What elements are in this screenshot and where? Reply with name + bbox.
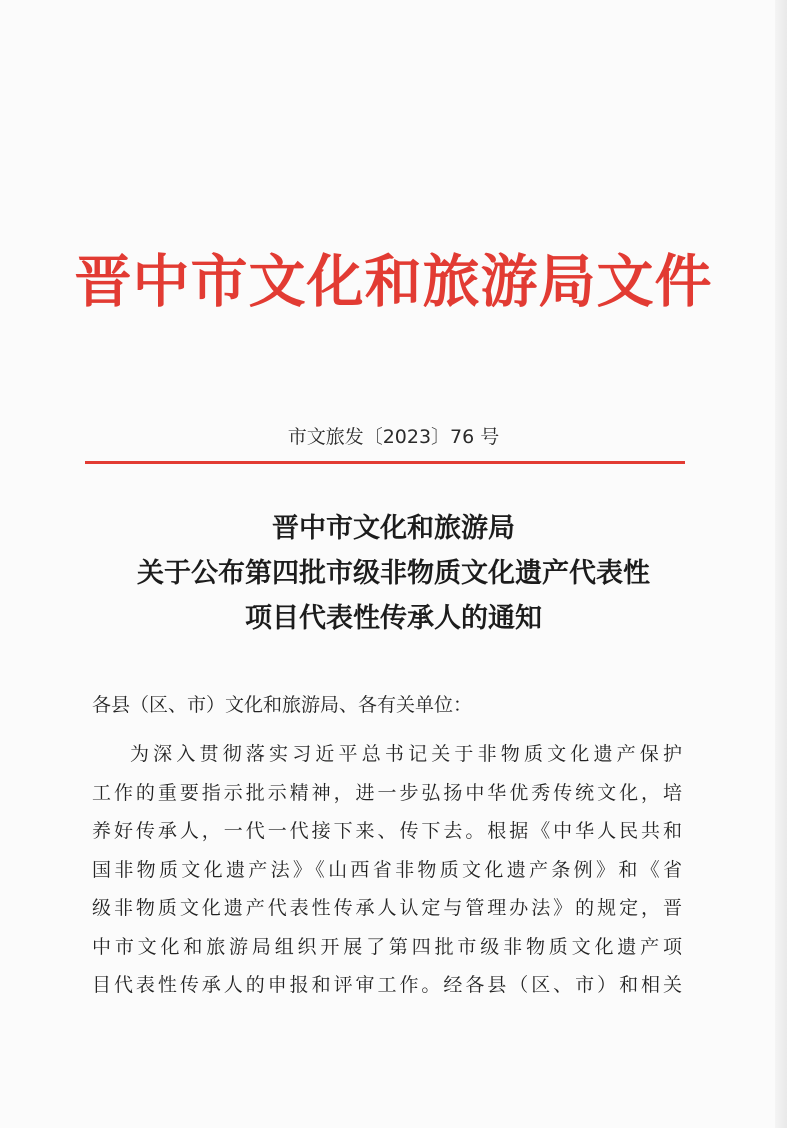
body-line: 国非物质文化遗产法》《山西省非物质文化遗产条例》和《省 [92, 858, 682, 881]
body-line: 级非物质文化遗产代表性传承人认定与管理办法》的规定，晋 [92, 897, 682, 919]
body-line: 养好传承人，一代一代接下来、传下去。根据《中华人民共和 [92, 820, 682, 842]
notice-title-line: 晋中市文化和旅游局 [272, 513, 515, 544]
body-line: 工作的重要指示批示精神，进一步弘扬中华优秀传统文化，培 [92, 781, 682, 804]
red-divider-line [85, 461, 685, 464]
body-text [92, 735, 682, 1005]
body-line: 目代表性传承人的申报和评审工作。经各县（区、市）和相关 [92, 974, 682, 996]
notice-title-line: 关于公布第四批市级非物质文化遗产代表性 [137, 558, 650, 589]
salutation: 各县（区、市）文化和旅游局、各有关单位： [92, 694, 473, 716]
notice-title-line: 项目代表性传承人的通知 [245, 603, 542, 634]
notice-title [0, 506, 787, 641]
document-number: 市文旅发〔2023〕76 号 [287, 426, 500, 448]
body-line: 为深入贯彻落实习近平总书记关于非物质文化遗产保护 [130, 743, 682, 765]
body-line: 中市文化和旅游局组织开展了第四批市级非物质文化遗产项 [92, 935, 682, 958]
issuer-header-title: 晋中市文化和旅游局文件 [74, 248, 713, 315]
